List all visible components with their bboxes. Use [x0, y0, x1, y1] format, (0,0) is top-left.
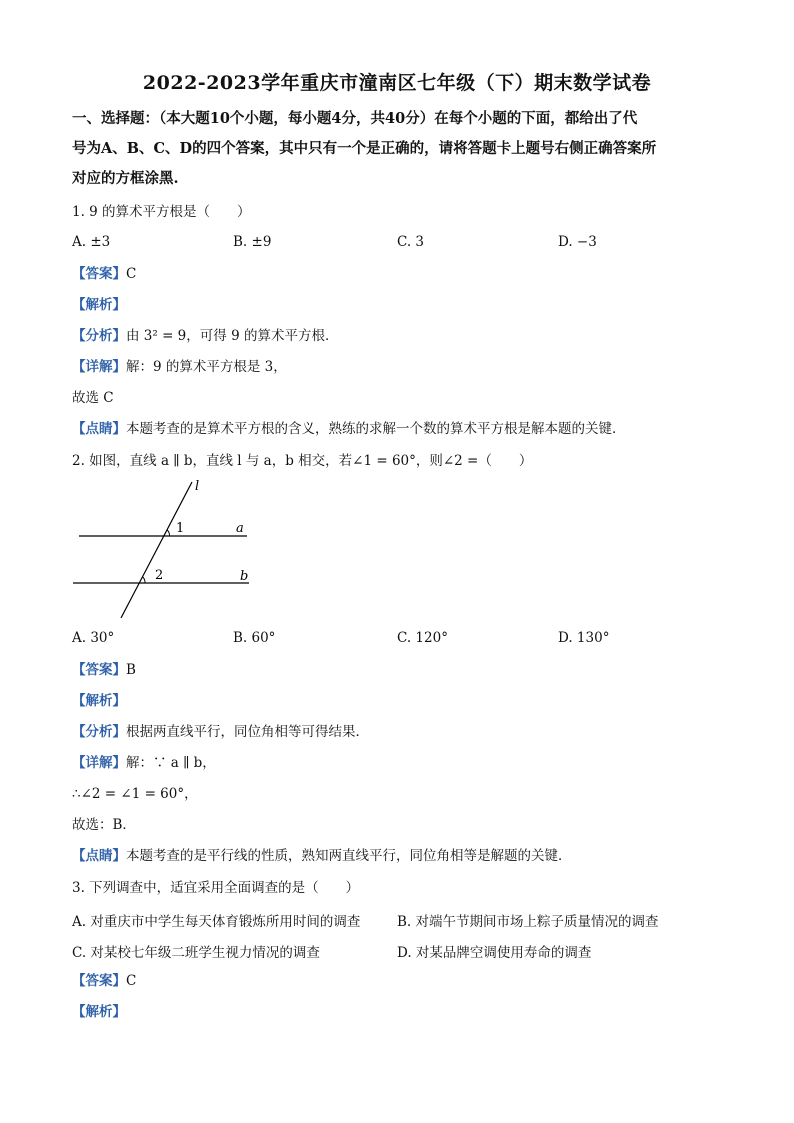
- q1-answer-row: [72, 265, 136, 283]
- comment-tag: 【点睛】: [72, 848, 126, 864]
- q1-analysis-row: [72, 327, 338, 345]
- q3-option-c: C. 对某校七年级二班学生视力情况的调查: [72, 945, 320, 961]
- section-line-2: 号为A、B、C、D的四个答案，其中只有一个是正确的，请将答题卡上题号右侧正确答案所: [72, 140, 657, 157]
- q3-answer-row: [72, 972, 136, 990]
- q1-option-c: C. 3: [397, 234, 425, 250]
- angle-2-arc: [143, 577, 146, 583]
- q2-detail-row: [72, 754, 216, 772]
- answer-tag: 【答案】: [72, 973, 126, 989]
- analysis-header-tag: 【解析】: [72, 693, 126, 709]
- parallel-lines-figure: [70, 476, 260, 621]
- q3-stem: 3. 下列调查中，适宜采用全面调查的是（ ）: [72, 880, 360, 896]
- q2-analysis-header: [72, 692, 126, 710]
- q1-answer-value: C: [126, 266, 137, 282]
- q1-detail-row: [72, 358, 287, 376]
- q2-answer-row: [72, 661, 136, 679]
- q2-comment-text: 本题考查的是平行线的性质，熟知两直线平行，同位角相等是解题的关键．: [126, 848, 572, 864]
- q2-analysis-text: 根据两直线平行，同位角相等可得结果．: [126, 724, 369, 740]
- label-a: a: [236, 521, 244, 536]
- q3-analysis-header: [72, 1003, 126, 1021]
- q3-answer-value: C: [126, 973, 137, 989]
- q1-analysis-text: 由 3² = 9，可得 9 的算术平方根．: [126, 328, 339, 344]
- comment-tag: 【点睛】: [72, 421, 126, 437]
- angle-1-arc: [167, 530, 170, 536]
- q3-option-a: A. 对重庆市中学生每天体育锻炼所用时间的调查: [72, 914, 361, 930]
- label-angle-2: 2: [155, 568, 164, 583]
- q2-answer-value: B: [126, 662, 136, 678]
- q1-comment-row: [72, 420, 626, 438]
- label-l: l: [195, 479, 200, 494]
- q3-option-d: D. 对某品牌空调使用寿命的调查: [397, 945, 592, 961]
- detail-tag: 【详解】: [72, 359, 126, 375]
- q2-step: ∴∠2 = ∠1 = 60°，: [72, 786, 198, 802]
- q1-stem: 1. 9 的算术平方根是（ ）: [72, 204, 251, 220]
- analysis-header-tag: 【解析】: [72, 297, 126, 313]
- analysis-tag: 【分析】: [72, 328, 126, 344]
- q1-option-d: D. −3: [558, 234, 597, 250]
- analysis-header-tag: 【解析】: [72, 1004, 126, 1020]
- q2-conclusion: 故选：B．: [72, 817, 136, 833]
- q2-option-a: A. 30°: [72, 630, 115, 646]
- section-line-3: 对应的方框涂黑.: [72, 170, 179, 187]
- q1-detail-text: 解：9 的算术平方根是 3，: [126, 359, 287, 375]
- q2-option-d: D. 130°: [558, 630, 610, 646]
- analysis-tag: 【分析】: [72, 724, 126, 740]
- q2-stem: 2. 如图，直线 a ∥ b，直线 l 与 a，b 相交，若∠1 = 60°，则∠2 =（ ）: [72, 453, 533, 469]
- section-instructions: [72, 104, 732, 194]
- q2-analysis-row: [72, 723, 369, 741]
- label-b: b: [240, 569, 249, 584]
- q2-option-b: B. 60°: [233, 630, 276, 646]
- q2-comment-row: [72, 847, 572, 865]
- q2-option-c: C. 120°: [397, 630, 448, 646]
- q1-comment-text: 本题考查的是算术平方根的含义，熟练的求解一个数的算术平方根是解本题的关键．: [126, 421, 626, 437]
- q1-analysis-header: [72, 296, 126, 314]
- q1-option-b: B. ±9: [233, 234, 272, 250]
- detail-tag: 【详解】: [72, 755, 126, 771]
- q1-conclusion: 故选 C: [72, 390, 114, 406]
- q2-detail-text: 解：∵ a ∥ b，: [126, 755, 216, 771]
- answer-tag: 【答案】: [72, 662, 126, 678]
- answer-tag: 【答案】: [72, 266, 126, 282]
- q3-option-b: B. 对端午节期间市场上粽子质量情况的调查: [397, 914, 659, 930]
- section-line-1: 一、选择题：（本大题10个小题，每小题4分，共40分）在每个小题的下面，都给出了代: [72, 110, 638, 127]
- page-title: 2022-2023学年重庆市潼南区七年级（下）期末数学试卷: [142, 72, 652, 94]
- label-angle-1: 1: [176, 521, 185, 536]
- line-l: [121, 482, 192, 618]
- q1-option-a: A. ±3: [72, 234, 111, 250]
